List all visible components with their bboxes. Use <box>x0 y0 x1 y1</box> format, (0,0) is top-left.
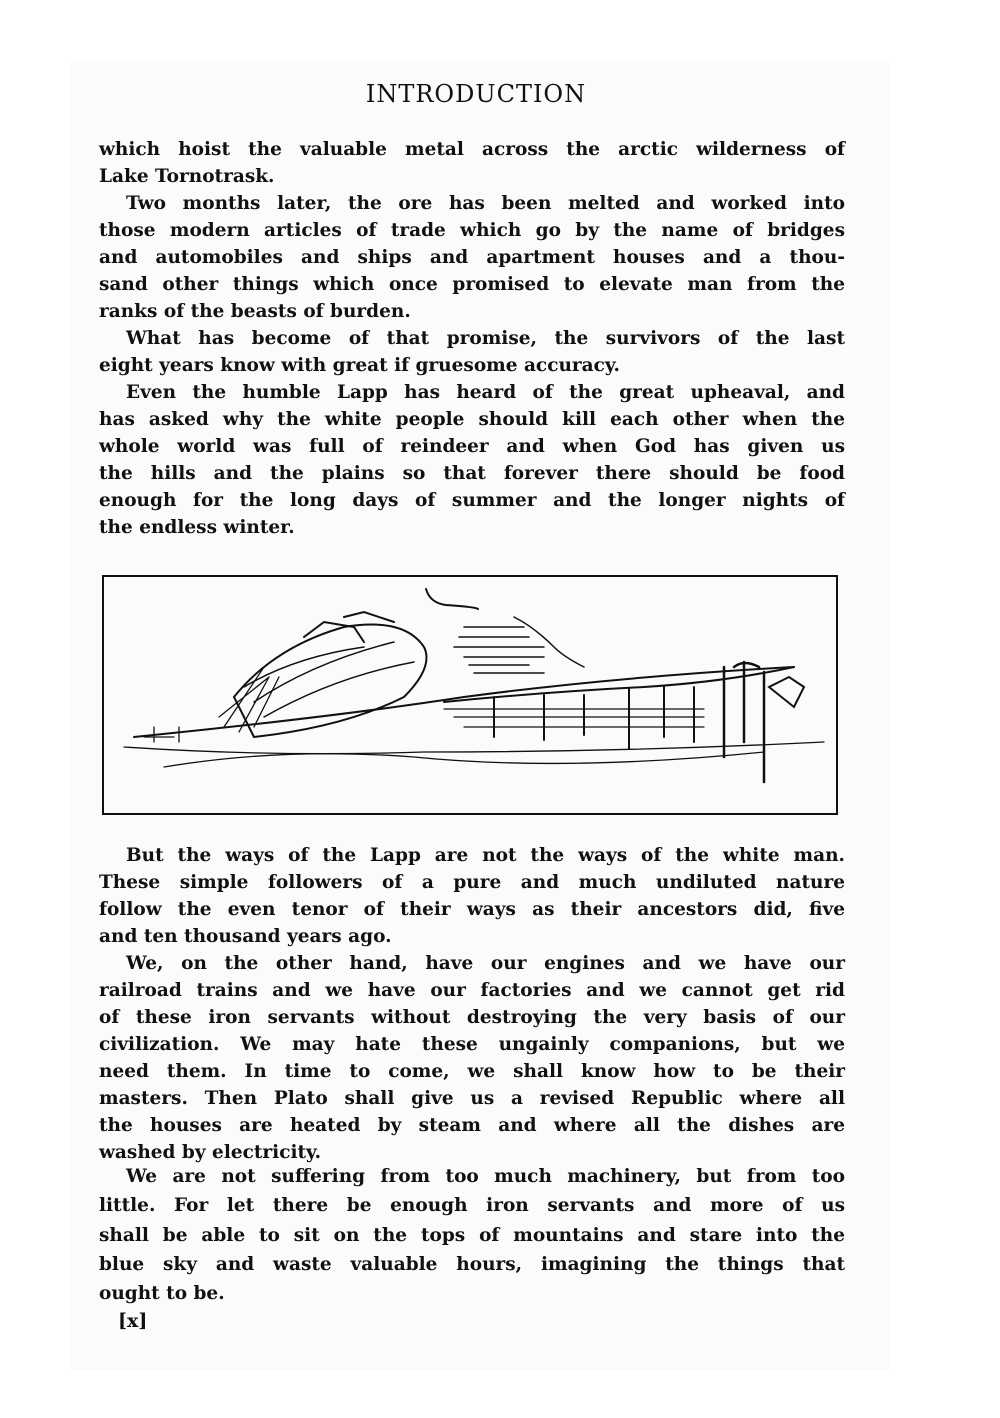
text-line: those modern articles of trade which go by the name of bridges <box>99 220 845 241</box>
text-line: Lake Tornotrask. <box>99 166 275 187</box>
text-line: But the ways of the Lapp are not the ways of the white man. <box>126 845 845 866</box>
text-line: Even the humble Lapp has heard of the great upheaval, and <box>126 382 845 403</box>
text-line: These simple followers of a pure and much undiluted nature <box>99 872 845 893</box>
text-line: shall be able to sit on the tops of mountains and stare into the <box>99 1224 845 1246</box>
text-line: We are not suffering from too much machinery, but from too <box>126 1166 845 1187</box>
text-line: follow the even tenor of their ways as their ancestors did, five <box>99 899 845 920</box>
text-line: blue sky and waste valuable hours, imagining the things that <box>99 1253 845 1275</box>
text-line: Two months later, the ore has been melted and worked into <box>126 193 845 214</box>
text-line: of these iron servants without destroying the very basis of our <box>99 1007 845 1028</box>
text-line: What has become of that promise, the survivors of the last <box>126 328 845 349</box>
text-line: and ten thousand years ago. <box>99 926 392 947</box>
text-line: enough for the long days of summer and the longer nights of <box>99 490 845 511</box>
text-line: railroad trains and we have our factories and we cannot get rid <box>99 980 845 1001</box>
text-line: which hoist the valuable metal across the arctic wilderness of <box>99 139 845 160</box>
text-line: and automobiles and ships and apartment houses and a thou- <box>99 247 845 268</box>
page-number: [x] <box>118 1310 148 1332</box>
text-line: the hills and the plains so that forever there should be food <box>99 463 845 484</box>
text-line: need them. In time to come, we shall know how to be their <box>99 1061 845 1082</box>
text-line: the houses are heated by steam and where all the dishes are <box>99 1115 845 1136</box>
text-block-middle <box>99 842 845 1166</box>
text-line: masters. Then Plato shall give us a revised Republic where all <box>99 1088 845 1109</box>
text-line: has asked why the white people should kill each other when the <box>99 409 845 430</box>
text-block-bottom <box>99 1162 845 1308</box>
text-block-top <box>99 136 845 541</box>
text-line: little. For let there be enough iron servants and more of us <box>99 1195 845 1217</box>
text-line: We, on the other hand, have our engines and we have our <box>126 953 845 974</box>
text-line: ought to be. <box>99 1283 225 1305</box>
text-line: washed by electricity. <box>99 1142 322 1163</box>
page-title: INTRODUCTION <box>365 80 587 108</box>
text-line: sand other things which once promised to elevate man from the <box>99 274 845 295</box>
text-line: eight years know with great if gruesome accuracy. <box>99 355 620 376</box>
text-line: ranks of the beasts of burden. <box>99 301 411 322</box>
text-line: whole world was full of reindeer and when God has given us <box>99 436 845 457</box>
illustration-tank-sketch <box>102 575 838 815</box>
text-line: the endless winter. <box>99 517 295 538</box>
text-line: civilization. We may hate these ungainly companions, but we <box>99 1034 845 1055</box>
